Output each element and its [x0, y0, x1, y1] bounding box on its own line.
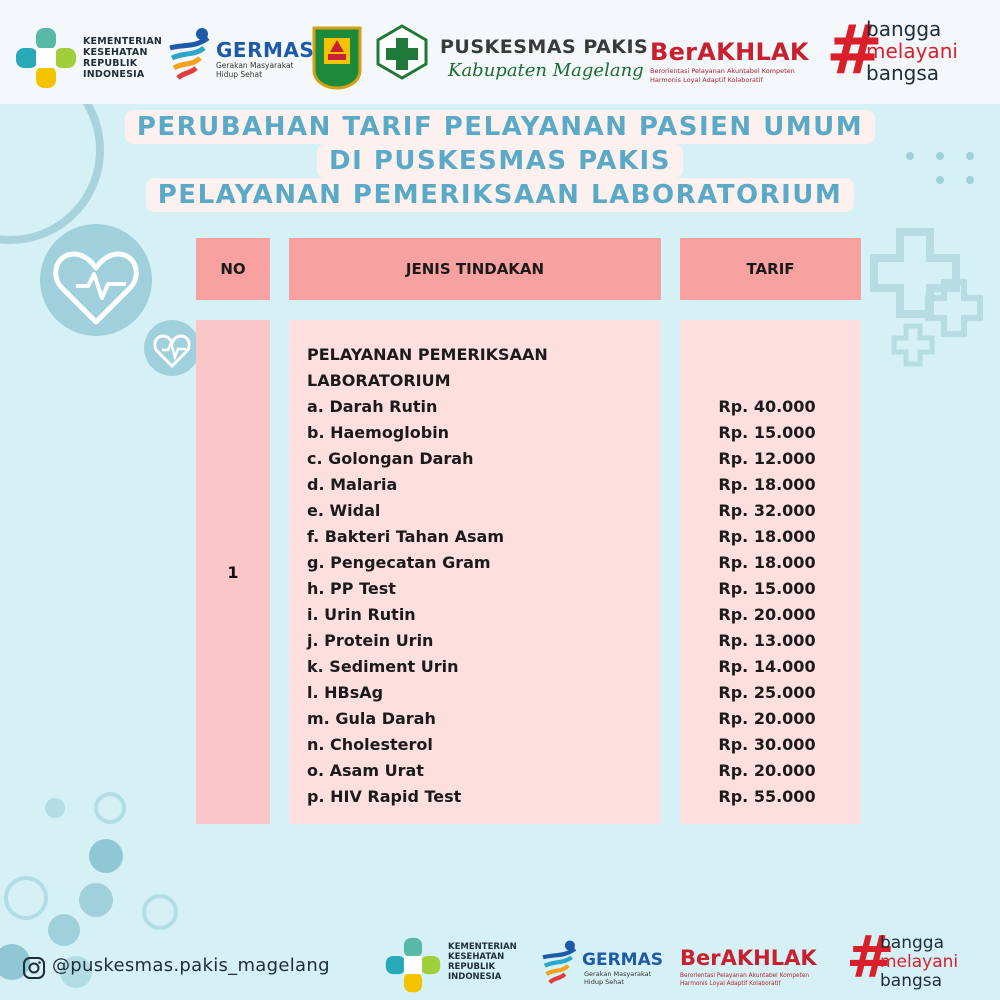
title-line-3: PELAYANAN PEMERIKSAAN LABORATORIUM [146, 178, 855, 212]
service-item: c. Golongan Darah [307, 449, 474, 468]
service-item: o. Asam Urat [307, 761, 424, 780]
germas-logo-icon [538, 938, 580, 990]
kemenkes-label: KEMENTERIAN KESEHATAN REPUBLIK INDONESIA [83, 36, 163, 80]
service-item: m. Gula Darah [307, 709, 436, 728]
germas-subtitle: Gerakan Masyarakat Hidup Sehat [216, 61, 294, 79]
price-item: Rp. 15.000 [718, 579, 816, 598]
price-item: Rp. 20.000 [718, 761, 816, 780]
price-item: Rp. 32.000 [718, 501, 816, 520]
price-item: Rp. 18.000 [718, 527, 816, 546]
service-item: h. PP Test [307, 579, 396, 598]
service-item: i. Urin Rutin [307, 605, 416, 624]
service-item: n. Cholesterol [307, 735, 433, 754]
kemenkes-logo-icon [384, 936, 442, 994]
medical-cross-icon [874, 232, 956, 314]
price-item: Rp. 13.000 [718, 631, 816, 650]
footer-germas-label: GERMAS [582, 950, 663, 970]
medical-cross-icon [894, 326, 932, 364]
price-item: Rp. 55.000 [718, 787, 816, 806]
title-line-2: DI PUSKESMAS PAKIS [317, 144, 683, 178]
price-item: Rp. 40.000 [718, 397, 816, 416]
price-item: Rp. 14.000 [718, 657, 816, 676]
bangga-hash-icon: # [826, 11, 883, 90]
magelang-crest-icon [312, 26, 362, 90]
service-item: l. HBsAg [307, 683, 384, 702]
service-item: j. Protein Urin [307, 631, 434, 650]
footer-berakhlak-subtitle: Berorientasi Pelayanan Akuntabel Kompeten Harmonis Loyal Adaptif Kolaboratif [680, 973, 810, 987]
price-item: Rp. 25.000 [718, 683, 816, 702]
footer-berakhlak-label: BerAKHLAK [680, 946, 817, 970]
price-item: Rp. 12.000 [718, 449, 816, 468]
price-item: Rp. 18.000 [718, 553, 816, 572]
germas-logo-icon [164, 26, 214, 86]
price-item: Rp. 20.000 [718, 709, 816, 728]
page-title [0, 110, 1000, 212]
service-item: b. Haemoglobin [307, 423, 450, 442]
instagram-icon[interactable] [22, 956, 46, 980]
service-item: p. HIV Rapid Test [307, 787, 462, 806]
category-line: PELAYANAN PEMERIKSAAN [307, 345, 548, 364]
footer-bangga-hash-icon: # [846, 923, 895, 991]
price-item: Rp. 30.000 [718, 735, 816, 754]
puskesmas-cross-icon [374, 24, 430, 80]
price-item: Rp. 18.000 [718, 475, 816, 494]
price-item: Rp. 20.000 [718, 605, 816, 624]
service-list [307, 342, 548, 810]
title-line-1: PERUBAHAN TARIF PELAYANAN PASIEN UMUM [125, 110, 875, 144]
berakhlak-subtitle: Berorientasi Pelayanan Akuntabel Kompeten Harmonis Loyal Adaptif Kolaboratif [650, 67, 795, 84]
service-item: f. Bakteri Tahan Asam [307, 527, 504, 546]
service-item: g. Pengecatan Gram [307, 553, 491, 572]
row-number: 1 [227, 562, 239, 582]
instagram-handle[interactable]: @puskesmas.pakis_magelang [52, 955, 330, 976]
kemenkes-logo-icon [14, 26, 78, 90]
puskesmas-subtitle: Kabupaten Magelang [448, 60, 644, 81]
price-list [690, 394, 844, 810]
service-item: d. Malaria [307, 475, 398, 494]
bangga-melayani-bangsa: bangga melayani bangsa [866, 17, 958, 85]
footer-germas-subtitle: Gerakan Masyarakat Hidup Sehat [584, 970, 652, 986]
berakhlak-label: BerAKHLAK [650, 38, 809, 66]
heart-pulse-icon [40, 224, 152, 336]
category-line: LABORATORIUM [307, 371, 451, 390]
service-item: e. Widal [307, 501, 381, 520]
service-item: a. Darah Rutin [307, 397, 438, 416]
germas-label: GERMAS [216, 38, 315, 62]
price-item: Rp. 15.000 [718, 423, 816, 442]
footer-kemenkes-label: KEMENTERIAN KESEHATAN REPUBLIK INDONESIA [448, 942, 517, 982]
heart-pulse-icon [144, 320, 200, 376]
puskesmas-title: PUSKESMAS PAKIS [440, 36, 649, 58]
header-jenis-tindakan: JENIS TINDAKAN [289, 238, 661, 300]
footer-bangga-melayani-bangsa: bangga melayani bangsa [880, 933, 959, 991]
header-tarif: TARIF [680, 238, 861, 300]
header-no: NO [196, 238, 270, 300]
service-item: k. Sediment Urin [307, 657, 459, 676]
